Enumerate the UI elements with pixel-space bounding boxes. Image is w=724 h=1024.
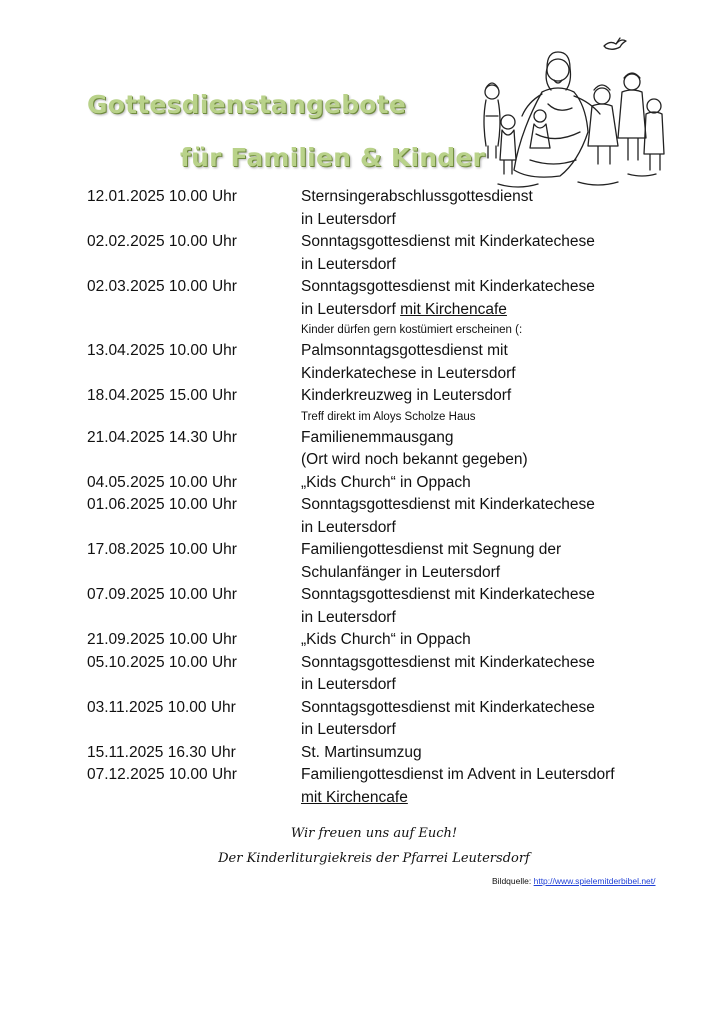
event-line: in Leutersdorf	[301, 676, 396, 693]
image-source-label: Bildquelle:	[492, 876, 532, 886]
event-line: Sonntagsgottesdienst mit Kinderkatechese	[301, 233, 595, 250]
image-source-link[interactable]: http://www.spielemitderbibel.net/	[533, 876, 656, 886]
event-description	[301, 629, 687, 652]
event-description	[301, 697, 687, 742]
event-line: in Leutersdorf	[301, 608, 396, 626]
event-line: in Leutersdorf	[301, 255, 396, 273]
event-row	[87, 231, 687, 276]
image-source	[492, 876, 656, 886]
event-line: Sonntagsgottesdienst mit Kinderkatechese	[301, 698, 595, 716]
page-subtitle: für Familien & Kinder	[180, 143, 486, 172]
event-line: Sonntagsgottesdienst mit Kinderkatechese	[301, 653, 595, 671]
event-date: 03.11.2025 10.00 Uhr	[87, 698, 236, 716]
event-description	[301, 385, 687, 427]
kirchencafe-highlight: mit Kirchencafe	[400, 300, 507, 318]
event-line: Schulanfänger in Leutersdorf	[301, 563, 501, 581]
event-schedule	[87, 186, 687, 809]
event-line: Sonntagsgottesdienst mit Kinderkatechese	[301, 586, 595, 603]
event-description	[301, 186, 687, 231]
event-description	[301, 340, 687, 385]
event-date: 21.04.2025 14.30 Uhr	[87, 428, 237, 446]
event-date: 02.03.2025 10.00 Uhr	[87, 278, 237, 295]
event-date: 04.05.2025 10.00 Uhr	[87, 473, 237, 491]
event-description	[301, 764, 687, 809]
event-date: 15.11.2025 16.30 Uhr	[87, 743, 236, 761]
event-description	[301, 652, 687, 697]
event-line: Sternsingerabschlussgottesdienst	[301, 188, 533, 205]
jesus-with-children-icon	[478, 34, 668, 194]
event-line: in Leutersdorf	[301, 518, 396, 536]
event-line: Sonntagsgottesdienst mit Kinderkatechese	[301, 496, 595, 513]
event-row	[87, 276, 687, 340]
event-description	[301, 276, 687, 340]
event-date: 01.06.2025 10.00 Uhr	[87, 496, 237, 513]
event-description	[301, 427, 687, 472]
event-line: Sonntagsgottesdienst mit Kinderkatechese	[301, 278, 595, 295]
event-row	[87, 539, 687, 584]
event-row	[87, 764, 687, 809]
event-date: 07.09.2025 10.00 Uhr	[87, 586, 237, 603]
event-row	[87, 697, 687, 742]
event-line: Palmsonntagsgottesdienst mit	[301, 342, 508, 359]
event-date: 02.02.2025 10.00 Uhr	[87, 233, 237, 250]
event-line: Familienemmausgang	[301, 428, 454, 446]
event-line: (Ort wird noch bekannt gegeben)	[301, 451, 528, 468]
event-line: St. Martinsumzug	[301, 743, 422, 761]
event-row	[87, 652, 687, 697]
closing-greeting: Wir freuen uns auf Euch!	[290, 826, 458, 841]
event-description	[301, 231, 687, 276]
event-row	[87, 186, 687, 231]
event-row	[87, 340, 687, 385]
event-row	[87, 584, 687, 629]
event-date: 12.01.2025 10.00 Uhr	[87, 188, 237, 205]
event-date: 13.04.2025 10.00 Uhr	[87, 342, 237, 359]
event-row	[87, 494, 687, 539]
event-row	[87, 629, 687, 652]
event-date: 18.04.2025 15.00 Uhr	[87, 387, 237, 404]
event-note: Treff direkt im Aloys Scholze Haus	[301, 410, 476, 423]
kirchencafe-highlight: mit Kirchencafe	[301, 788, 408, 806]
event-line: „Kids Church“ in Oppach	[301, 631, 471, 648]
event-description	[301, 584, 687, 629]
event-description	[301, 472, 687, 495]
event-date: 07.12.2025 10.00 Uhr	[87, 766, 237, 783]
event-description	[301, 539, 687, 584]
event-date: 05.10.2025 10.00 Uhr	[87, 653, 237, 671]
event-row	[87, 427, 687, 472]
event-date: 17.08.2025 10.00 Uhr	[87, 541, 237, 558]
page-title: Gottesdienstangebote	[87, 90, 406, 119]
event-line: Kinderkreuzweg in Leutersdorf	[301, 387, 512, 404]
event-description	[301, 494, 687, 539]
event-line: in Leutersdorf	[301, 721, 396, 738]
event-line-prefix: in Leutersdorf	[301, 300, 401, 318]
event-line: Kinderkatechese in Leutersdorf	[301, 364, 516, 382]
event-line: Familiengottesdienst mit Segnung der	[301, 541, 562, 558]
event-row	[87, 472, 687, 495]
event-line: „Kids Church“ in Oppach	[301, 473, 471, 491]
event-note: Kinder dürfen gern kostümiert erscheinen (:	[301, 324, 523, 336]
event-line: Familiengottesdienst im Advent in Leutersdorf	[301, 766, 615, 783]
signature-line: Der Kinderliturgiekreis der Pfarrei Leutersdorf	[218, 851, 530, 866]
event-date: 21.09.2025 10.00 Uhr	[87, 631, 237, 648]
event-line: in Leutersdorf	[301, 210, 396, 228]
event-row	[87, 742, 687, 765]
event-line	[301, 299, 687, 322]
event-row	[87, 385, 687, 427]
event-description	[301, 742, 687, 765]
